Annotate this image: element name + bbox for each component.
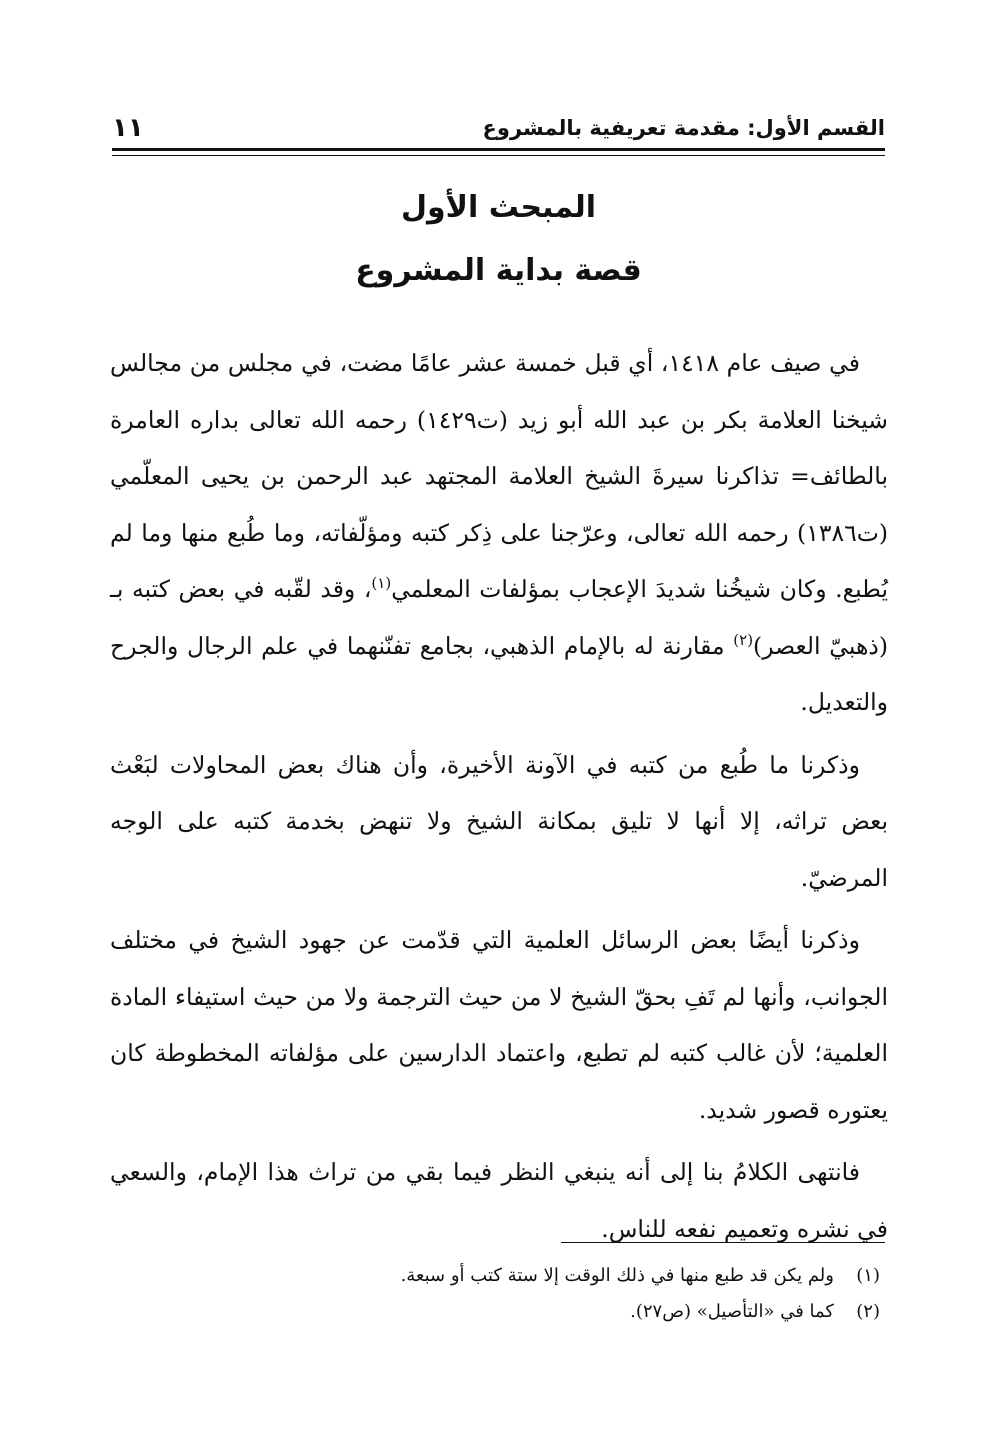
running-header	[112, 108, 885, 148]
header-rule-thin	[112, 155, 885, 156]
footnote-text: كما في «التأصيل» (ص٢٧).	[630, 1301, 834, 1322]
footnote-text: ولم يكن قد طبع منها في ذلك الوقت إلا ستة كتب أو سبعة.	[400, 1265, 834, 1286]
page-number: ١١	[112, 113, 144, 143]
paragraph-1	[110, 335, 888, 731]
paragraph-1-part1: في صيف عام ١٤١٨، أي قبل خمسة عشر عامًا مضت، في مجلس من مجالس شيخنا العلامة بكر بن عبد الله أبو زيد (ت١٤٢٩) رحمه الله تعالى بداره العامرة بالطائف= تذاكرنا سيرةَ الشيخ العلامة المجتهد عبد الرحمن بن يحيى المعلّمي (ت١٣٨٦) رحمه الله تعالى، وعرّجنا على ذِكر كتبه ومؤلّفاته، وما طُبع منها وما لم يُطبع. وكان شيخُنا شديدَ الإعجاب بمؤلفات المعلمي	[110, 349, 888, 603]
paragraph-1-part3: مقارنة له بالإمام الذهبي، بجامع تفنّنهما في علم الرجال والجرح والتعديل.	[110, 631, 888, 716]
running-title: القسم الأول: مقدمة تعريفية بالمشروع	[482, 116, 885, 140]
footnote-number: (٢)	[856, 1301, 880, 1322]
footnote-1	[110, 1258, 880, 1294]
footnote-2	[110, 1294, 880, 1330]
footnote-number: (١)	[856, 1265, 880, 1286]
paragraph-3: وذكرنا أيضًا بعض الرسائل العلمية التي قدّمت عن جهود الشيخ في مختلف الجوانب، وأنها لم تَفِ بحقّ الشيخ لا من حيث الترجمة ولا من حيث استيفاء المادة العلمية؛ لأن غالب كتبه لم تطبع، واعتماد الدارسين على مؤلفاته المخطوطة كان يعتوره قصور شديد.	[110, 926, 888, 1124]
header-rule-thick	[112, 148, 885, 151]
section-title: قصة بداية المشروع	[355, 253, 642, 288]
chapter-heading: المبحث الأول	[400, 190, 597, 225]
body-text	[110, 335, 888, 1257]
footnote-separator	[561, 1242, 885, 1243]
footnote-ref-2[interactable]: (٢)	[733, 630, 754, 649]
paragraph-4: فانتهى الكلامُ بنا إلى أنه ينبغي النظر فيما بقي من تراث هذا الإمام، والسعي في نشره وتعميم نفعه للناس.	[110, 1158, 888, 1243]
footnotes	[110, 1258, 880, 1330]
footnote-ref-1[interactable]: (١)	[371, 574, 392, 593]
paragraph-2: وذكرنا ما طُبع من كتبه في الآونة الأخيرة، وأن هناك بعض المحاولات لبَعْث بعض تراثه، إلا أنها لا تليق بمكانة الشيخ ولا تنهض بخدمة كتبه على الوجه المرضيّ.	[110, 750, 888, 892]
paragraph-1-part2: ، وقد لقّبه في بعض كتبه بـ (ذهبيّ العصر)	[110, 575, 889, 660]
